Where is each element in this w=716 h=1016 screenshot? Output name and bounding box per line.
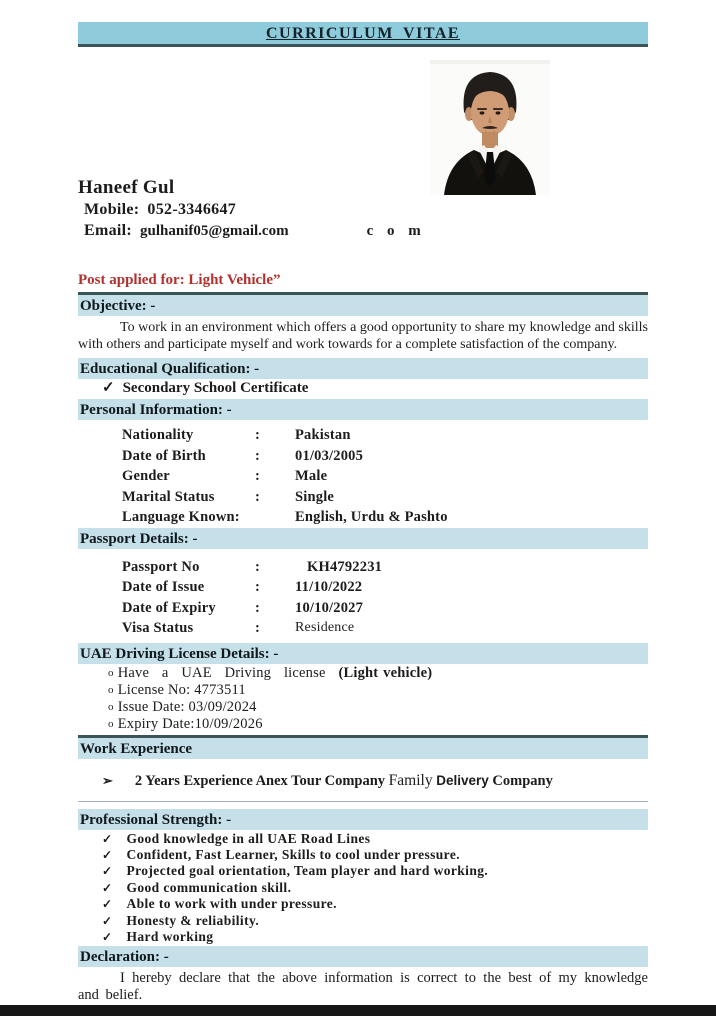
separator: : bbox=[255, 558, 261, 575]
check-icon: ✓ bbox=[102, 880, 113, 895]
section-heading-passport: Passport Details: - bbox=[78, 528, 648, 549]
check-icon: ✓ bbox=[102, 929, 113, 944]
license-list bbox=[78, 665, 648, 733]
personal-value: English, Urdu & Pashto bbox=[295, 509, 448, 525]
email-value[interactable]: gulhanif05@gmail.com bbox=[140, 223, 289, 239]
license-item-text: Issue Date: 03/09/2024 bbox=[117, 698, 257, 715]
personal-label: Marital Status bbox=[122, 488, 215, 505]
separator bbox=[255, 507, 295, 528]
section-heading-work: Work Experience bbox=[78, 735, 648, 759]
personal-row bbox=[122, 466, 648, 487]
section-heading-strengths: Professional Strength: - bbox=[78, 809, 648, 830]
circle-bullet-icon: o bbox=[108, 700, 114, 713]
personal-row bbox=[122, 487, 648, 508]
separator: : bbox=[255, 488, 261, 505]
check-icon: ✓ bbox=[102, 897, 113, 912]
strength-item bbox=[102, 929, 648, 945]
mobile-line bbox=[78, 199, 426, 220]
document-body bbox=[78, 292, 648, 1004]
check-icon: ✓ bbox=[102, 864, 113, 879]
work-item-part2: Family bbox=[388, 771, 433, 789]
candidate-name: Haneef Gul bbox=[78, 177, 175, 198]
page-title: CURRICULUM VITAE bbox=[265, 25, 461, 42]
mobile-value: 052-3346647 bbox=[147, 201, 237, 218]
personal-value: Single bbox=[295, 488, 335, 505]
check-icon: ✓ bbox=[102, 831, 113, 846]
personal-value: Pakistan bbox=[295, 427, 351, 443]
passport-label: Passport No bbox=[122, 558, 200, 575]
license-item-text: Have a UAE Driving license bbox=[117, 664, 326, 681]
passport-value: 10/10/2027 bbox=[295, 599, 364, 616]
strength-text: Projected goal orientation, Team player and hard working. bbox=[126, 863, 489, 879]
separator: : bbox=[255, 620, 261, 636]
check-icon: ✓ bbox=[102, 380, 115, 396]
license-item bbox=[108, 699, 648, 716]
passport-value: KH4792231 bbox=[307, 558, 383, 575]
passport-row bbox=[122, 618, 648, 639]
circle-bullet-icon: o bbox=[108, 666, 114, 679]
strength-item bbox=[102, 831, 648, 847]
personal-row bbox=[122, 425, 648, 446]
scan-edge-bar bbox=[0, 1005, 716, 1016]
personal-label: Language Known: bbox=[122, 509, 240, 525]
circle-bullet-icon: o bbox=[108, 717, 114, 730]
passport-row bbox=[122, 598, 648, 619]
separator: : bbox=[255, 579, 261, 595]
license-item-text: License No: 4773511 bbox=[117, 681, 246, 698]
license-item bbox=[108, 682, 648, 699]
work-item-part3: Delivery bbox=[436, 772, 489, 788]
section-heading-objective: Objective: - bbox=[78, 292, 648, 316]
license-item-bold: (Light vehicle) bbox=[338, 664, 433, 681]
personal-row bbox=[122, 507, 648, 528]
arrow-bullet-icon: ➢ bbox=[102, 772, 113, 788]
email-suffix: c o m bbox=[366, 223, 426, 239]
strength-item bbox=[102, 896, 648, 912]
personal-label: Nationality bbox=[122, 427, 194, 443]
section-heading-education: Educational Qualification: - bbox=[78, 358, 648, 379]
separator: : bbox=[255, 468, 261, 484]
portrait-photo-image bbox=[430, 60, 550, 195]
personal-value: 01/03/2005 bbox=[295, 447, 364, 464]
email-label: Email: bbox=[84, 222, 133, 239]
strength-text: Honesty & reliability. bbox=[126, 912, 260, 928]
work-item-part4: Company bbox=[492, 772, 553, 789]
separator: : bbox=[255, 427, 261, 443]
work-experience-item bbox=[78, 771, 648, 791]
passport-label: Date of Issue bbox=[122, 579, 205, 595]
strength-text: Good communication skill. bbox=[126, 879, 292, 895]
strengths-list bbox=[78, 831, 648, 946]
section-heading-license: UAE Driving License Details: - bbox=[78, 643, 648, 664]
section-heading-personal: Personal Information: - bbox=[78, 399, 648, 420]
strength-text: Confident, Fast Learner, Skills to cool under pressure. bbox=[126, 846, 460, 862]
mobile-label: Mobile: bbox=[84, 201, 140, 218]
strength-item bbox=[102, 913, 648, 929]
circle-bullet-icon: o bbox=[108, 683, 114, 696]
separator: : bbox=[255, 599, 261, 616]
title-bar bbox=[78, 22, 648, 47]
passport-value: 11/10/2022 bbox=[295, 579, 363, 595]
strength-text: Able to work with under pressure. bbox=[126, 896, 337, 912]
strength-item bbox=[102, 847, 648, 863]
personal-label: Gender bbox=[122, 468, 170, 484]
personal-row bbox=[122, 446, 648, 467]
passport-row bbox=[122, 557, 648, 578]
separator: : bbox=[255, 447, 261, 464]
strength-text: Hard working bbox=[126, 928, 214, 944]
passport-label: Date of Expiry bbox=[122, 599, 216, 616]
license-item bbox=[108, 665, 648, 682]
portrait-photo bbox=[430, 60, 550, 195]
license-item-text: Expiry Date:10/09/2026 bbox=[117, 715, 263, 732]
strength-item bbox=[102, 880, 648, 896]
strength-text: Good knowledge in all UAE Road Lines bbox=[126, 830, 371, 846]
contact-block bbox=[78, 176, 426, 242]
personal-info-table bbox=[78, 420, 648, 528]
objective-text: To work in an environment which offers a good opportunity to share my knowledge and skills with others and participate myself and work towards for a complete satisfaction of the company. bbox=[78, 320, 648, 352]
license-item bbox=[108, 716, 648, 733]
passport-row bbox=[122, 577, 648, 598]
strength-item bbox=[102, 863, 648, 879]
check-icon: ✓ bbox=[102, 847, 113, 862]
post-applied-line: Post applied for: Light Vehicle” bbox=[78, 272, 281, 288]
personal-value: Male bbox=[295, 468, 328, 484]
passport-label: Visa Status bbox=[122, 620, 194, 636]
education-item bbox=[78, 379, 648, 398]
divider-line bbox=[78, 801, 648, 802]
passport-table bbox=[78, 549, 648, 643]
email-line bbox=[78, 220, 426, 242]
work-item-part1: 2 Years Experience Anex Tour Company bbox=[134, 772, 386, 789]
personal-label: Date of Birth bbox=[122, 447, 206, 464]
section-heading-declaration: Declaration: - bbox=[78, 946, 648, 967]
check-icon: ✓ bbox=[102, 913, 113, 928]
education-item-text: Secondary School Certificate bbox=[122, 380, 309, 396]
declaration-text: I hereby declare that the above information is correct to the best of my knowledge and belief. bbox=[78, 970, 648, 1004]
passport-value: Residence bbox=[295, 620, 355, 635]
